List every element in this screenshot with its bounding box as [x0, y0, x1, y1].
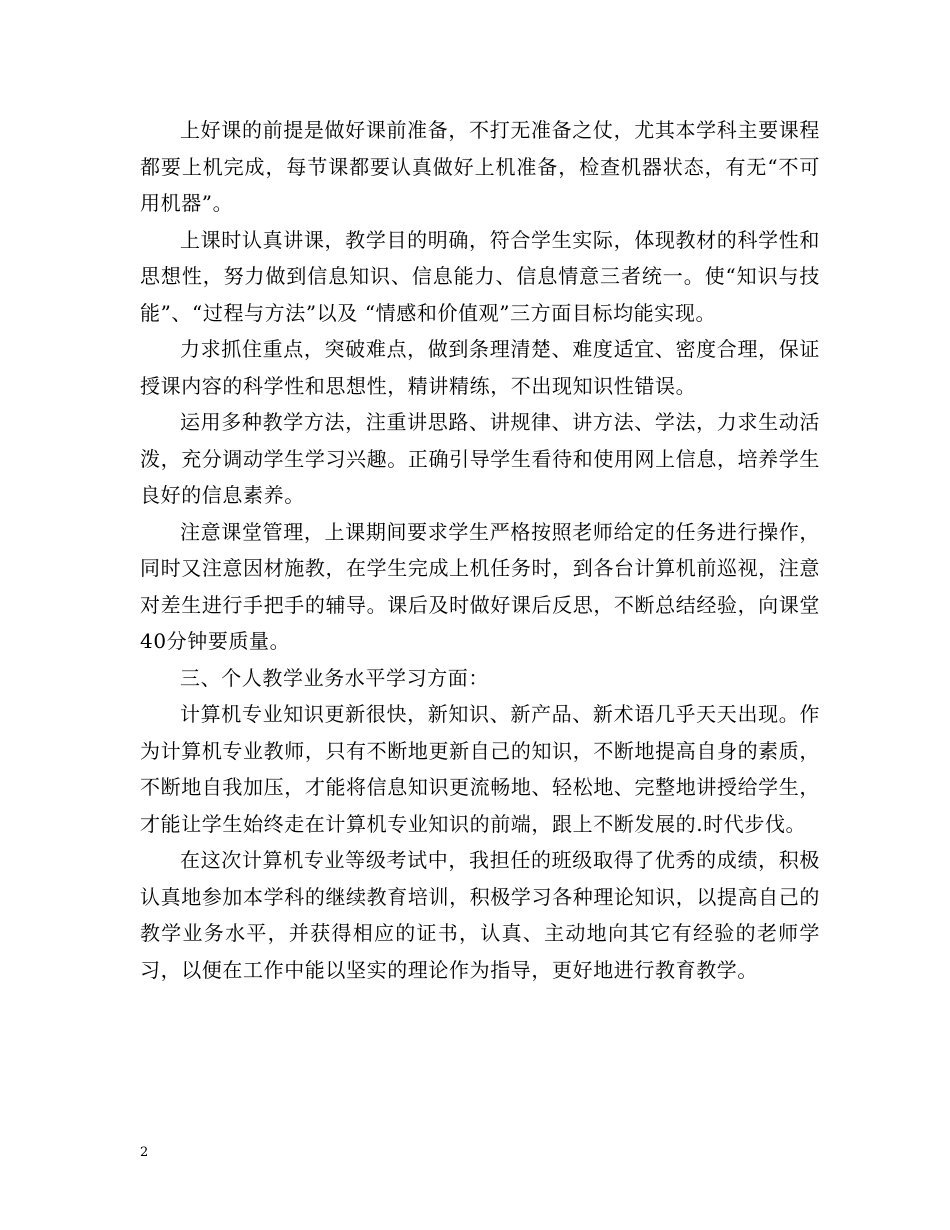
- page-number: 2: [140, 1145, 149, 1160]
- paragraph-teaching-methods: 运用多种教学方法，注重讲思路、讲规律、讲方法、学法，力求生动活泼，充分调动学生学习兴趣。正确引导学生看待和使用网上信息，培养学生良好的信息素养。: [140, 410, 820, 507]
- paragraph-teaching-goals: 上课时认真讲课，教学目的明确，符合学生实际，体现教材的科学性和思想性，努力做到信息知识、信息能力、信息情意三者统一。使“知识与技能”、“过程与方法”以及 “情感和价值观”三方面目标均能实现。: [140, 227, 820, 325]
- paragraph-key-points: 力求抓住重点，突破难点，做到条理清楚、难度适宜、密度合理，保证授课内容的科学性和思想性，精讲精练，不出现知识性错误。: [140, 337, 820, 398]
- paragraph-knowledge-update: 计算机专业知识更新很快，新知识、新产品、新术语几乎天天出现。作为计算机专业教师，只有不断地更新自己的知识，不断地提高自身的素质，不断地自我加压，才能将信息知识更流畅地、轻松地、完整地讲授给学生，才能让学生始终走在计算机专业知识的前端，跟上不断发展的.时代步伐。: [140, 702, 820, 836]
- paragraph-class-preparation: 上好课的前提是做好课前准备，不打无准备之仗，尤其本学科主要课程都要上机完成，每节课都要认真做好上机准备，检查机器状态，有无“不可用机器”。: [140, 118, 820, 215]
- paragraph-classroom-management: 注意课堂管理，上课期间要求学生严格按照老师给定的任务进行操作，同时又注意因材施教，在学生完成上机任务时，到各台计算机前巡视，注意对差生进行手把手的辅导。课后及时做好课后反思，不断总结经验，向课堂40分钟要质量。: [140, 519, 820, 653]
- paragraph-exam-results: 在这次计算机专业等级考试中，我担任的班级取得了优秀的成绩，积极认真地参加本学科的继续教育培训，积极学习各种理论知识，以提高自己的教学业务水平，并获得相应的证书，认真、主动地向其它有经验的老师学习，以便在工作中能以坚实的理论作为指导，更好地进行教育教学。: [140, 848, 820, 982]
- document-body: [140, 112, 820, 988]
- section-heading-personal-study: 三、个人教学业务水平学习方面：: [180, 665, 489, 690]
